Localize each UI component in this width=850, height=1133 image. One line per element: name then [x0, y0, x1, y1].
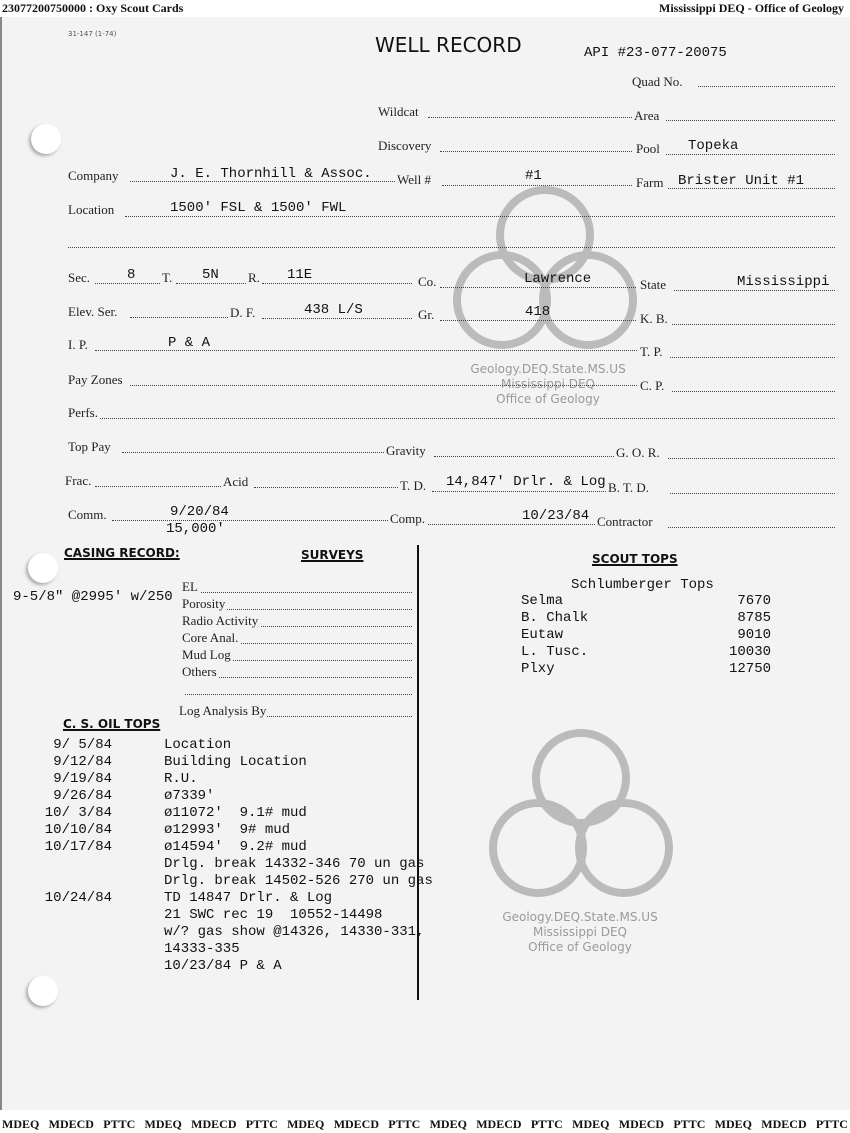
oil-top-date: 9/19/84	[53, 771, 112, 787]
elev-label: Elev. Ser.	[68, 304, 118, 319]
footer-item: PTTC	[245, 1117, 278, 1131]
oil-top-row	[0, 771, 440, 788]
t-label: T.	[162, 270, 173, 285]
oil-top-text: TD 14847 Drlr. & Log	[164, 890, 333, 906]
oil-tops-heading: C. S. OIL TOPS	[63, 717, 161, 731]
oil-top-text: 21 SWC rec 19 10552-14498	[164, 907, 383, 923]
oil-top-text: ø14594' 9.2# mud	[164, 839, 307, 855]
oil-top-row	[0, 737, 440, 754]
area-label: Area	[634, 108, 660, 123]
punch-hole	[28, 976, 58, 1006]
btd-label: B. T. D.	[608, 480, 650, 495]
td-label: T. D.	[400, 478, 427, 493]
kb-label: K. B.	[640, 311, 668, 326]
footer-item: MDECD	[48, 1117, 94, 1131]
formation-name: Selma	[521, 593, 564, 609]
ip-value: P & A	[168, 335, 211, 351]
oil-top-row	[0, 873, 440, 890]
ip-label: I. P.	[68, 337, 88, 352]
td-value: 14,847' Drlr. & Log	[446, 474, 606, 490]
survey-label: Others	[182, 664, 217, 679]
survey-row	[182, 576, 412, 593]
oil-top-text: ø7339'	[164, 788, 215, 804]
watermark-text: Geology.DEQ.State.MS.US Mississippi DEQ Office of Geology	[470, 362, 626, 406]
cp-label: C. P.	[640, 378, 665, 393]
oil-top-row	[0, 822, 440, 839]
source-label: Mississippi DEQ - Office of Geology	[659, 1, 844, 15]
comp-value: 10/23/84	[522, 508, 590, 524]
document-id: 23077200750000 : Oxy Scout Cards	[2, 1, 184, 15]
r-value: 11E	[287, 267, 313, 283]
formation-name: Eutaw	[521, 627, 564, 643]
formation-name: B. Chalk	[521, 610, 589, 626]
gor-label: G. O. R.	[616, 445, 660, 460]
formation-depth: 10030	[728, 644, 771, 660]
oil-top-text: R.U.	[164, 771, 198, 787]
footer-item: MDEQ	[2, 1117, 40, 1131]
oil-top-date: 10/17/84	[44, 839, 112, 855]
scout-tops-heading: SCOUT TOPS	[592, 552, 678, 566]
scout-top-row	[521, 593, 771, 610]
tp-label: T. P.	[640, 344, 663, 359]
oil-top-text: ø11072' 9.1# mud	[164, 805, 307, 821]
casing-record-heading: CASING RECORD:	[64, 546, 180, 560]
scout-top-row	[521, 661, 771, 678]
quad-label: Quad No.	[632, 74, 683, 89]
oil-top-row	[0, 958, 440, 975]
comm-depth-value: 15,000'	[166, 521, 225, 537]
oil-top-row	[0, 754, 440, 771]
footer-item: MDECD	[761, 1117, 807, 1131]
footer-item: MDECD	[476, 1117, 522, 1131]
state-value: Mississippi	[737, 274, 830, 290]
survey-label	[182, 681, 184, 696]
footer-item: MDEQ	[144, 1117, 182, 1131]
footer-item: PTTC	[815, 1117, 848, 1131]
comp-label: Comp.	[390, 511, 426, 526]
contractor-label: Contractor	[597, 514, 653, 529]
formation-depth: 8785	[737, 610, 771, 626]
formation-depth: 7670	[737, 593, 771, 609]
scout-top-row	[521, 644, 771, 661]
punch-hole	[31, 124, 61, 154]
pool-value: Topeka	[688, 138, 739, 154]
formation-depth: 9010	[737, 627, 771, 643]
pay-zones-label: Pay Zones	[68, 372, 123, 387]
survey-row	[182, 644, 412, 661]
oil-top-text: Drlg. break 14332-346 70 un gas	[164, 856, 425, 872]
scout-top-row	[521, 627, 771, 644]
comm-label: Comm.	[68, 507, 107, 522]
comm-value: 9/20/84	[170, 504, 229, 520]
survey-row	[182, 627, 412, 644]
punch-hole	[28, 553, 58, 583]
oil-top-text: Building Location	[164, 754, 307, 770]
company-value: J. E. Thornhill & Assoc.	[170, 166, 372, 182]
pool-label: Pool	[636, 141, 660, 156]
discovery-label: Discovery	[378, 138, 432, 153]
scout-top-row	[521, 610, 771, 627]
gravity-label: Gravity	[386, 443, 426, 458]
oil-top-row	[0, 839, 440, 856]
oil-top-row	[0, 805, 440, 822]
well-label: Well #	[397, 172, 431, 187]
sec-value: 8	[127, 267, 136, 283]
formation-name: Plxy	[521, 661, 555, 677]
survey-label: Mud Log	[182, 647, 231, 662]
scout-tops-list	[521, 593, 771, 678]
formation-name: L. Tusc.	[521, 644, 589, 660]
oil-top-row	[0, 924, 440, 941]
footer-item: PTTC	[673, 1117, 706, 1131]
api-number: API #23-077-20075	[584, 45, 727, 61]
perfs-label: Perfs.	[68, 405, 98, 420]
survey-label: Core Anal.	[182, 630, 239, 645]
formation-depth: 12750	[728, 661, 771, 677]
oil-top-row	[0, 941, 440, 958]
footer-watermark	[0, 1117, 850, 1132]
county-label: Co.	[418, 274, 437, 289]
casing-entry: 9-5/8" @2995' w/250	[13, 589, 173, 605]
survey-label: EL	[182, 579, 198, 594]
gr-value: 418	[525, 304, 551, 320]
footer-item: MDECD	[333, 1117, 380, 1131]
top-pay-label: Top Pay	[68, 439, 111, 454]
footer-item: MDEQ	[429, 1117, 467, 1131]
footer-item: PTTC	[103, 1117, 136, 1131]
location-value: 1500' FSL & 1500' FWL	[170, 200, 347, 216]
county-value: Lawrence	[524, 271, 592, 287]
farm-value: Brister Unit #1	[678, 173, 805, 189]
location-label: Location	[68, 202, 115, 217]
df-value: 438 L/S	[304, 302, 363, 318]
deq-logo-watermark	[476, 718, 686, 908]
oil-top-text: 10/23/84 P & A	[164, 958, 282, 974]
oil-top-text: w/? gas show @14326, 14330-331,	[164, 924, 425, 940]
oil-top-text: Drlg. break 14502-526 270 un gas	[164, 873, 433, 889]
survey-row	[182, 593, 412, 610]
farm-label: Farm	[636, 175, 664, 190]
oil-top-row	[0, 788, 440, 805]
df-label: D. F.	[230, 305, 256, 320]
oil-top-row	[0, 856, 440, 873]
survey-row	[182, 610, 412, 627]
oil-top-date: 9/ 5/84	[53, 737, 112, 753]
footer-item: MDECD	[618, 1117, 665, 1131]
footer-item: PTTC	[530, 1117, 563, 1131]
oil-top-date: 9/12/84	[53, 754, 112, 770]
oil-top-date: 10/10/84	[44, 822, 112, 838]
state-label: State	[640, 277, 666, 292]
wildcat-label: Wildcat	[378, 104, 419, 119]
scout-tops-subtitle: Schlumberger Tops	[571, 577, 714, 593]
oil-top-date: 10/ 3/84	[44, 805, 112, 821]
oil-top-date: 10/24/84	[44, 890, 112, 906]
survey-label: Radio Activity	[182, 613, 259, 628]
form-title: WELL RECORD	[375, 33, 522, 57]
surveys-list	[179, 576, 412, 718]
gr-label: Gr.	[418, 307, 435, 322]
frac-label: Frac.	[65, 473, 92, 488]
oil-top-text: ø12993' 9# mud	[164, 822, 291, 838]
oil-top-text: 14333-335	[164, 941, 240, 957]
surveys-heading: SURVEYS	[301, 548, 364, 562]
acid-label: Acid	[223, 474, 249, 489]
form-number: 31-147 (1-74)	[68, 30, 117, 38]
oil-tops-list	[0, 737, 440, 975]
deq-logo-watermark	[440, 180, 650, 360]
footer-item: MDEQ	[572, 1117, 610, 1131]
oil-top-row	[0, 907, 440, 924]
survey-row	[179, 695, 412, 717]
survey-label: Porosity	[182, 596, 226, 611]
well-value: #1	[525, 168, 542, 184]
log-analysis-label: Log Analysis By	[179, 703, 267, 718]
t-value: 5N	[202, 267, 219, 283]
footer-item: MDEQ	[714, 1117, 752, 1131]
watermark-text: Geology.DEQ.State.MS.US Mississippi DEQ Office of Geology	[502, 910, 658, 954]
oil-top-date: 9/26/84	[53, 788, 112, 804]
footer-item: MDEQ	[287, 1117, 325, 1131]
r-label: R.	[248, 270, 260, 285]
oil-top-text: Location	[164, 737, 232, 753]
survey-row	[182, 678, 412, 695]
sec-label: Sec.	[68, 270, 91, 285]
company-label: Company	[68, 168, 119, 183]
oil-top-row	[0, 890, 440, 907]
survey-row	[182, 661, 412, 678]
footer-item: PTTC	[388, 1117, 421, 1131]
footer-item: MDECD	[191, 1117, 237, 1131]
